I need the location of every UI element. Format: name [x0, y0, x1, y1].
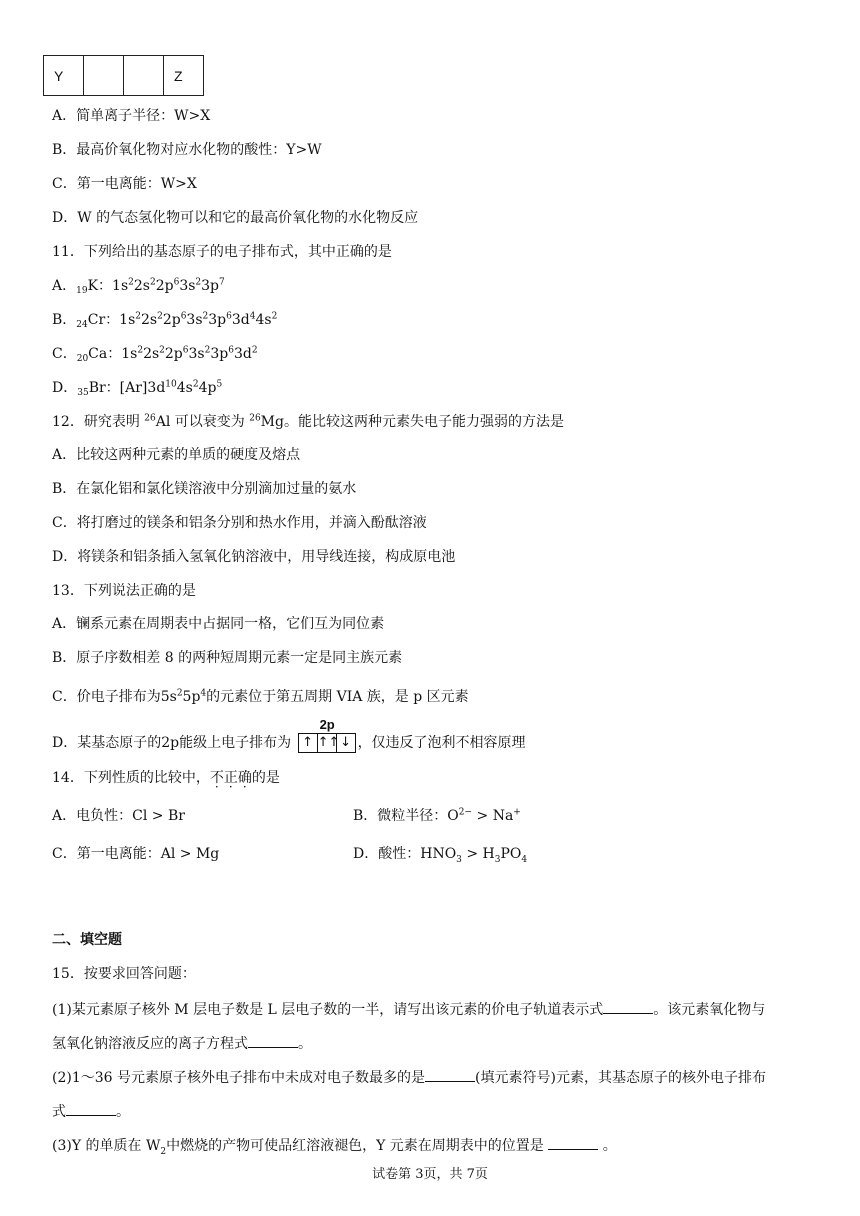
orbital-box: ↑	[298, 733, 317, 753]
q13-option-d: D．某基态原子的2p能级上电子排布为 2p ↑ ↑↑↓ ，仅违反了泡利不相容原理	[52, 717, 526, 751]
answer-blank[interactable]	[248, 1033, 298, 1048]
q14-option-c: C．第一电离能：Al > Mg	[52, 846, 220, 862]
q15-part2-line2: 式 。	[52, 1101, 130, 1121]
table-cell: Z	[164, 56, 204, 96]
q11-stem: 11．下列给出的基态原子的电子排布式，其中正确的是	[52, 244, 392, 260]
q15-part2-line1: (2)1～36 号元素原子核外电子排布中未成对电子数最多的是 (填元素符号)元素，其基态原子的核外电子排布	[52, 1067, 766, 1087]
section-title: 二、填空题	[52, 932, 122, 948]
q10-option-a: A．简单离子半径：W>X	[52, 108, 211, 124]
orbital-box: ↓	[336, 733, 356, 753]
q13-option-a: A．镧系元素在周期表中占据同一格，它们互为同位素	[52, 616, 385, 632]
q11-option-c: C．$_{20}$Ca：$1s^22s^22p^63s^23p^63d^2$	[52, 345, 258, 364]
q15-part1-line1: (1)某元素原子核外 M 层电子数是 L 层电子数的一半，请写出该元素的价电子轨道表示式 。该元素氧化物与	[52, 999, 765, 1019]
q13-option-c: C．价电子排布为$5s^25p^4$的元素位于第五周期 VIA 族，是 p 区元素	[52, 688, 469, 705]
q14-option-d: D．酸性：$HNO_3 > H_3PO_4$	[353, 846, 528, 865]
orbital-diagram: 2p ↑ ↑↑↓	[298, 733, 356, 753]
q14-option-a: A．电负性：Cl > Br	[52, 808, 185, 824]
answer-blank[interactable]	[66, 1101, 116, 1116]
q14-option-b: B．微粒半径：$O^{2-} > Na^+$	[353, 807, 521, 824]
answer-blank[interactable]	[548, 1135, 598, 1150]
q15-part3: (3)Y 的单质在 $W_2$中燃烧的产物可使品红溶液褪色，Y 元素在周期表中的位置是 。	[52, 1135, 617, 1155]
q12-option-b: B．在氯化铝和氯化镁溶液中分别滴加过量的氨水	[52, 481, 357, 497]
table-cell	[84, 56, 124, 96]
q13-option-b: B．原子序数相差 8 的两种短周期元素一定是同主族元素	[52, 650, 403, 666]
q13-stem: 13．下列说法正确的是	[52, 583, 196, 599]
q12-option-d: D．将镁条和铝条插入氢氧化钠溶液中，用导线连接，构成原电池	[52, 549, 456, 565]
q12-option-c: C．将打磨过的镁条和铝条分别和热水作用，并滴入酚酞溶液	[52, 515, 427, 531]
q15-part1-line2: 氢氧化钠溶液反应的离子方程式 。	[52, 1033, 312, 1053]
q10-option-b: B．最高价氧化物对应水化物的酸性：Y>W	[52, 142, 322, 158]
element-position-table	[43, 55, 204, 96]
q14-stem: 14．下列性质的比较中，不正确的是	[52, 770, 280, 786]
table-cell	[124, 56, 164, 96]
q12-stem: 12．研究表明 $^{26}$Al 可以衰变为 $^{26}$Mg。能比较这两种元素失电子能力强弱的方法是	[52, 413, 564, 430]
q11-option-a: A．$_{19}$K：$1s^22s^22p^63s^23p^7$	[52, 277, 225, 296]
q11-option-d: D．$_{35}$Br：$[Ar]3d^{10}4s^24p^5$	[52, 379, 223, 398]
table-cell: Y	[44, 56, 84, 96]
q11-option-b: B．$_{24}$Cr：$1s^22s^22p^63s^23p^63d^44s^2$	[52, 311, 278, 330]
answer-blank[interactable]	[603, 999, 653, 1014]
page-footer: 试卷第 3页，共 7页	[372, 1167, 488, 1182]
orbital-box: ↑↑	[317, 733, 336, 753]
q12-option-a: A．比较这两种元素的单质的硬度及熔点	[52, 447, 301, 463]
answer-blank[interactable]	[425, 1067, 475, 1082]
q10-option-d: D．W 的气态氢化物可以和它的最高价氧化物的水化物反应	[52, 210, 419, 226]
q15-stem: 15．按要求回答问题：	[52, 966, 196, 982]
q10-option-c: C．第一电离能：W>X	[52, 176, 197, 192]
